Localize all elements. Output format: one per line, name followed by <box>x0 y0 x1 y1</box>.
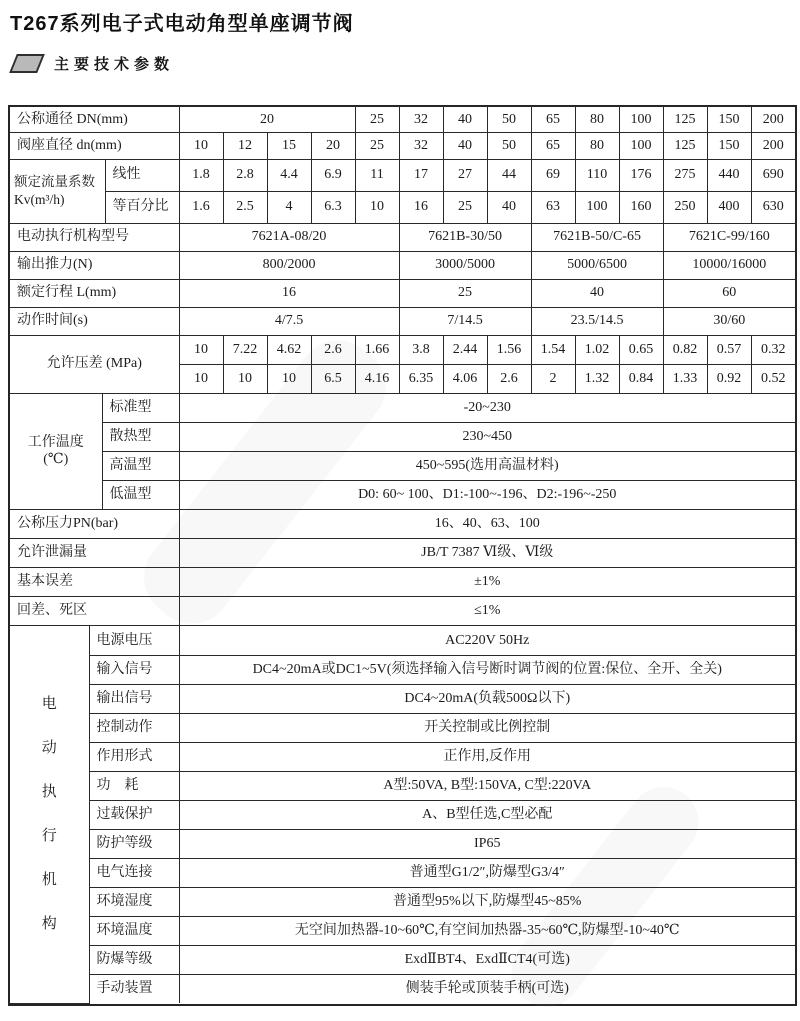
label-temp-low: 低温型 <box>102 481 179 510</box>
value-cell: 1.66 <box>355 335 399 364</box>
value-cell: 2.8 <box>223 159 267 191</box>
value-cell: 32 <box>399 132 443 159</box>
value-cell: 400 <box>707 191 751 223</box>
value-cell: 4.4 <box>267 159 311 191</box>
value-cell: 60 <box>663 279 795 307</box>
value-cell: 16、40、63、100 <box>179 510 795 539</box>
label-action-form: 作用形式 <box>89 742 179 771</box>
value-cell: 4.06 <box>443 364 487 393</box>
value-cell: 176 <box>619 159 663 191</box>
value-cell: 10 <box>179 132 223 159</box>
value-cell: 2 <box>531 364 575 393</box>
value-cell: 80 <box>575 132 619 159</box>
value-cell: DC4~20mA(负载500Ω以下) <box>179 684 795 713</box>
value-cell: 0.32 <box>751 335 795 364</box>
value-cell: D0: 60~ 100、D1:-100~-196、D2:-196~-250 <box>179 481 795 510</box>
row-working-temp-radiating <box>10 423 795 452</box>
spec-table-middle <box>10 394 795 627</box>
value-cell: 7.22 <box>223 335 267 364</box>
value-cell: 1.32 <box>575 364 619 393</box>
label-seat-diameter: 阀座直径 dn(mm) <box>10 132 179 159</box>
value-cell: 3.8 <box>399 335 443 364</box>
value-cell: ExdⅡBT4、ExdⅡCT4(可选) <box>179 945 795 974</box>
value-cell: 65 <box>531 132 575 159</box>
value-cell: 40 <box>443 107 487 132</box>
value-cell: AC220V 50Hz <box>179 626 795 655</box>
spec-table-bottom <box>10 626 795 1004</box>
label-ambient-temperature: 环境温度 <box>89 916 179 945</box>
row-manual-device <box>10 974 795 1003</box>
row-output-signal <box>10 684 795 713</box>
value-cell: 3000/5000 <box>399 251 531 279</box>
value-cell: 50 <box>487 107 531 132</box>
value-cell: 20 <box>311 132 355 159</box>
value-cell: 6.35 <box>399 364 443 393</box>
value-cell: 2.6 <box>311 335 355 364</box>
value-cell: 110 <box>575 159 619 191</box>
row-power-consumption <box>10 771 795 800</box>
value-cell: 5000/6500 <box>531 251 663 279</box>
value-cell: 100 <box>619 107 663 132</box>
value-cell: 630 <box>751 191 795 223</box>
label-allowable-pressure-drop: 允许压差 (MPa) <box>10 335 179 393</box>
row-actuator-model <box>10 223 795 251</box>
value-cell: 6.9 <box>311 159 355 191</box>
value-cell: 800/2000 <box>179 251 399 279</box>
value-cell: 15 <box>267 132 311 159</box>
value-cell: 160 <box>619 191 663 223</box>
value-cell: 0.92 <box>707 364 751 393</box>
label-nominal-diameter: 公称通径 DN(mm) <box>10 107 179 132</box>
label-temp-high: 高温型 <box>102 452 179 481</box>
value-cell: 普通型G1/2″,防爆型G3/4″ <box>179 858 795 887</box>
value-cell: JB/T 7387 Ⅵ级、Ⅵ级 <box>179 539 795 568</box>
value-cell: 40 <box>487 191 531 223</box>
label-nominal-pressure: 公称压力PN(bar) <box>10 510 179 539</box>
value-cell: ±1% <box>179 568 795 597</box>
row-allowable-leakage <box>10 539 795 568</box>
value-cell: 690 <box>751 159 795 191</box>
value-cell: 10 <box>223 364 267 393</box>
label-basic-error: 基本误差 <box>10 568 179 597</box>
label-kv-equal-percentage: 等百分比 <box>105 191 179 223</box>
value-cell: 150 <box>707 132 751 159</box>
value-cell: 44 <box>487 159 531 191</box>
value-cell: 0.82 <box>663 335 707 364</box>
value-cell: 80 <box>575 107 619 132</box>
row-action-time <box>10 307 795 335</box>
value-cell: 侧装手轮或顶装手柄(可选) <box>405 981 569 996</box>
value-cell: 25 <box>443 191 487 223</box>
value-cell: 4/7.5 <box>179 307 399 335</box>
label-ambient-humidity: 环境湿度 <box>89 887 179 916</box>
row-electrical-connection <box>10 858 795 887</box>
value-cell: 65 <box>531 107 575 132</box>
value-cell: 25 <box>355 107 399 132</box>
section-heading <box>13 53 800 74</box>
label-hysteresis-deadband: 回差、死区 <box>10 597 179 626</box>
value-cell: 1.56 <box>487 335 531 364</box>
value-cell: 440 <box>707 159 751 191</box>
value-cell: 7/14.5 <box>399 307 531 335</box>
value-cell: 10 <box>267 364 311 393</box>
value-cell: 25 <box>355 132 399 159</box>
section-heading-label: 主要技术参数 <box>54 56 175 73</box>
value-cell: 100 <box>619 132 663 159</box>
value-cell: 1.6 <box>179 191 223 223</box>
value-cell: 16 <box>399 191 443 223</box>
label-working-temperature-text: 工作温度 <box>27 434 84 450</box>
value-cell: 63 <box>531 191 575 223</box>
value-cell: 2.5 <box>223 191 267 223</box>
value-cell: ≤1% <box>179 597 795 626</box>
label-input-signal: 输入信号 <box>89 655 179 684</box>
label-temp-standard: 标准型 <box>102 394 179 423</box>
label-working-temperature-unit: (℃) <box>43 452 69 468</box>
value-cell: 10000/16000 <box>663 251 795 279</box>
label-action-time: 动作时间(s) <box>10 307 179 335</box>
value-cell: 27 <box>443 159 487 191</box>
value-cell: 32 <box>399 107 443 132</box>
label-power-supply: 电源电压 <box>89 626 179 655</box>
value-cell: 150 <box>707 107 751 132</box>
page-title: T267系列电子式电动角型单座调节阀 <box>10 13 354 35</box>
value-cell: 230~450 <box>179 423 795 452</box>
row-protection-class <box>10 829 795 858</box>
row-action-form <box>10 742 795 771</box>
value-cell: 普通型95%以下,防爆型45~85% <box>179 887 795 916</box>
row-explosion-proof-class <box>10 945 795 974</box>
row-output-thrust <box>10 251 795 279</box>
value-cell: 7621B-50/C-65 <box>531 223 663 251</box>
row-input-signal <box>10 655 795 684</box>
row-hysteresis-deadband <box>10 597 795 626</box>
row-working-temp-high <box>10 452 795 481</box>
value-cell: 4 <box>267 191 311 223</box>
value-cell: DC4~20mA或DC1~5V(须选择输入信号断时调节阀的位置:保位、全开、全关) <box>179 655 795 684</box>
label-overload-protection: 过载保护 <box>89 800 179 829</box>
value-cell: 2.44 <box>443 335 487 364</box>
value-cell: 40 <box>531 279 663 307</box>
row-power-supply <box>10 626 795 655</box>
label-allowable-leakage: 允许泄漏量 <box>10 539 179 568</box>
value-cell: 开关控制或比例控制 <box>179 713 795 742</box>
label-rated-stroke: 额定行程 L(mm) <box>10 279 179 307</box>
value-cell: 23.5/14.5 <box>531 307 663 335</box>
value-cell: 正作用,反作用 <box>179 742 795 771</box>
row-rated-stroke <box>10 279 795 307</box>
value-cell: 12 <box>223 132 267 159</box>
value-cell: 250 <box>663 191 707 223</box>
value-cell: 100 <box>575 191 619 223</box>
value-cell: 0.84 <box>619 364 663 393</box>
value-cell: 1.02 <box>575 335 619 364</box>
row-kv-linear <box>10 159 795 191</box>
value-cell: 17 <box>399 159 443 191</box>
value-cell: 7621B-30/50 <box>399 223 531 251</box>
label-manual-device: 手动装置 <box>89 974 179 1003</box>
label-control-action: 控制动作 <box>89 713 179 742</box>
row-nominal-diameter <box>10 107 795 132</box>
value-cell: 0.57 <box>707 335 751 364</box>
value-cell: 10 <box>179 364 223 393</box>
label-actuator-model: 电动执行机构型号 <box>10 223 179 251</box>
label-kv-linear: 线性 <box>105 159 179 191</box>
label-protection-class: 防护等级 <box>89 829 179 858</box>
value-cell: 125 <box>663 132 707 159</box>
row-working-temp-low <box>10 481 795 510</box>
parallelogram-icon <box>9 54 45 73</box>
value-cell: 30/60 <box>663 307 795 335</box>
label-working-temperature <box>10 394 102 510</box>
value-cell: 无空间加热器-10~60℃,有空间加热器-35~60℃,防爆型-10~40℃ <box>179 916 795 945</box>
value-cell: 10 <box>355 191 399 223</box>
value-cell: 16 <box>179 279 399 307</box>
value-cell: 50 <box>487 132 531 159</box>
value-cell: 7621C-99/160 <box>663 223 795 251</box>
label-explosion-proof-class: 防爆等级 <box>89 945 179 974</box>
row-allowable-pressure-drop-1 <box>10 335 795 364</box>
row-nominal-pressure <box>10 510 795 539</box>
value-cell: 1.54 <box>531 335 575 364</box>
value-cell: 275 <box>663 159 707 191</box>
label-electrical-connection: 电气连接 <box>89 858 179 887</box>
row-control-action <box>10 713 795 742</box>
value-cell: 4.16 <box>355 364 399 393</box>
row-kv-equal-percentage <box>10 191 795 223</box>
spec-table-top <box>10 107 795 394</box>
value-cell: 0.52 <box>751 364 795 393</box>
value-cell: 0.65 <box>619 335 663 364</box>
row-basic-error <box>10 568 795 597</box>
label-power-consumption: 功 耗 <box>89 771 179 800</box>
value-cell: -20~230 <box>179 394 795 423</box>
row-overload-protection <box>10 800 795 829</box>
value-cell: 6.5 <box>311 364 355 393</box>
label-output-signal: 输出信号 <box>89 684 179 713</box>
label-output-thrust: 输出推力(N) <box>10 251 179 279</box>
value-cell: 69 <box>531 159 575 191</box>
value-cell: 25 <box>399 279 531 307</box>
value-cell: 200 <box>751 132 795 159</box>
value-cell: 450~595(选用高温材料) <box>179 452 795 481</box>
value-cell: 1.8 <box>179 159 223 191</box>
label-temp-radiating: 散热型 <box>102 423 179 452</box>
row-ambient-temperature <box>10 916 795 945</box>
label-kv-coefficient: 额定流量系数Kv(m³/h) <box>10 159 105 223</box>
value-cell: 6.3 <box>311 191 355 223</box>
row-working-temp-standard <box>10 394 795 423</box>
row-seat-diameter <box>10 132 795 159</box>
value-cell: 1.33 <box>663 364 707 393</box>
value-cell: 7621A-08/20 <box>179 223 399 251</box>
label-electric-actuator-text: 电动执行机构 <box>41 696 57 933</box>
value-cell: 11 <box>355 159 399 191</box>
value-cell: A型:50VA, B型:150VA, C型:220VA <box>179 771 795 800</box>
label-electric-actuator <box>10 626 89 1003</box>
value-cell: 200 <box>751 107 795 132</box>
value-cell: 40 <box>443 132 487 159</box>
value-cell: 20 <box>179 107 355 132</box>
value-cell: 4.62 <box>267 335 311 364</box>
value-cell: 2.6 <box>487 364 531 393</box>
value-cell: IP65 <box>179 829 795 858</box>
value-cell: A、B型任选,C型必配 <box>179 800 795 829</box>
value-cell: 10 <box>179 335 223 364</box>
spec-table <box>8 105 797 1006</box>
row-ambient-humidity <box>10 887 795 916</box>
value-cell: 125 <box>663 107 707 132</box>
